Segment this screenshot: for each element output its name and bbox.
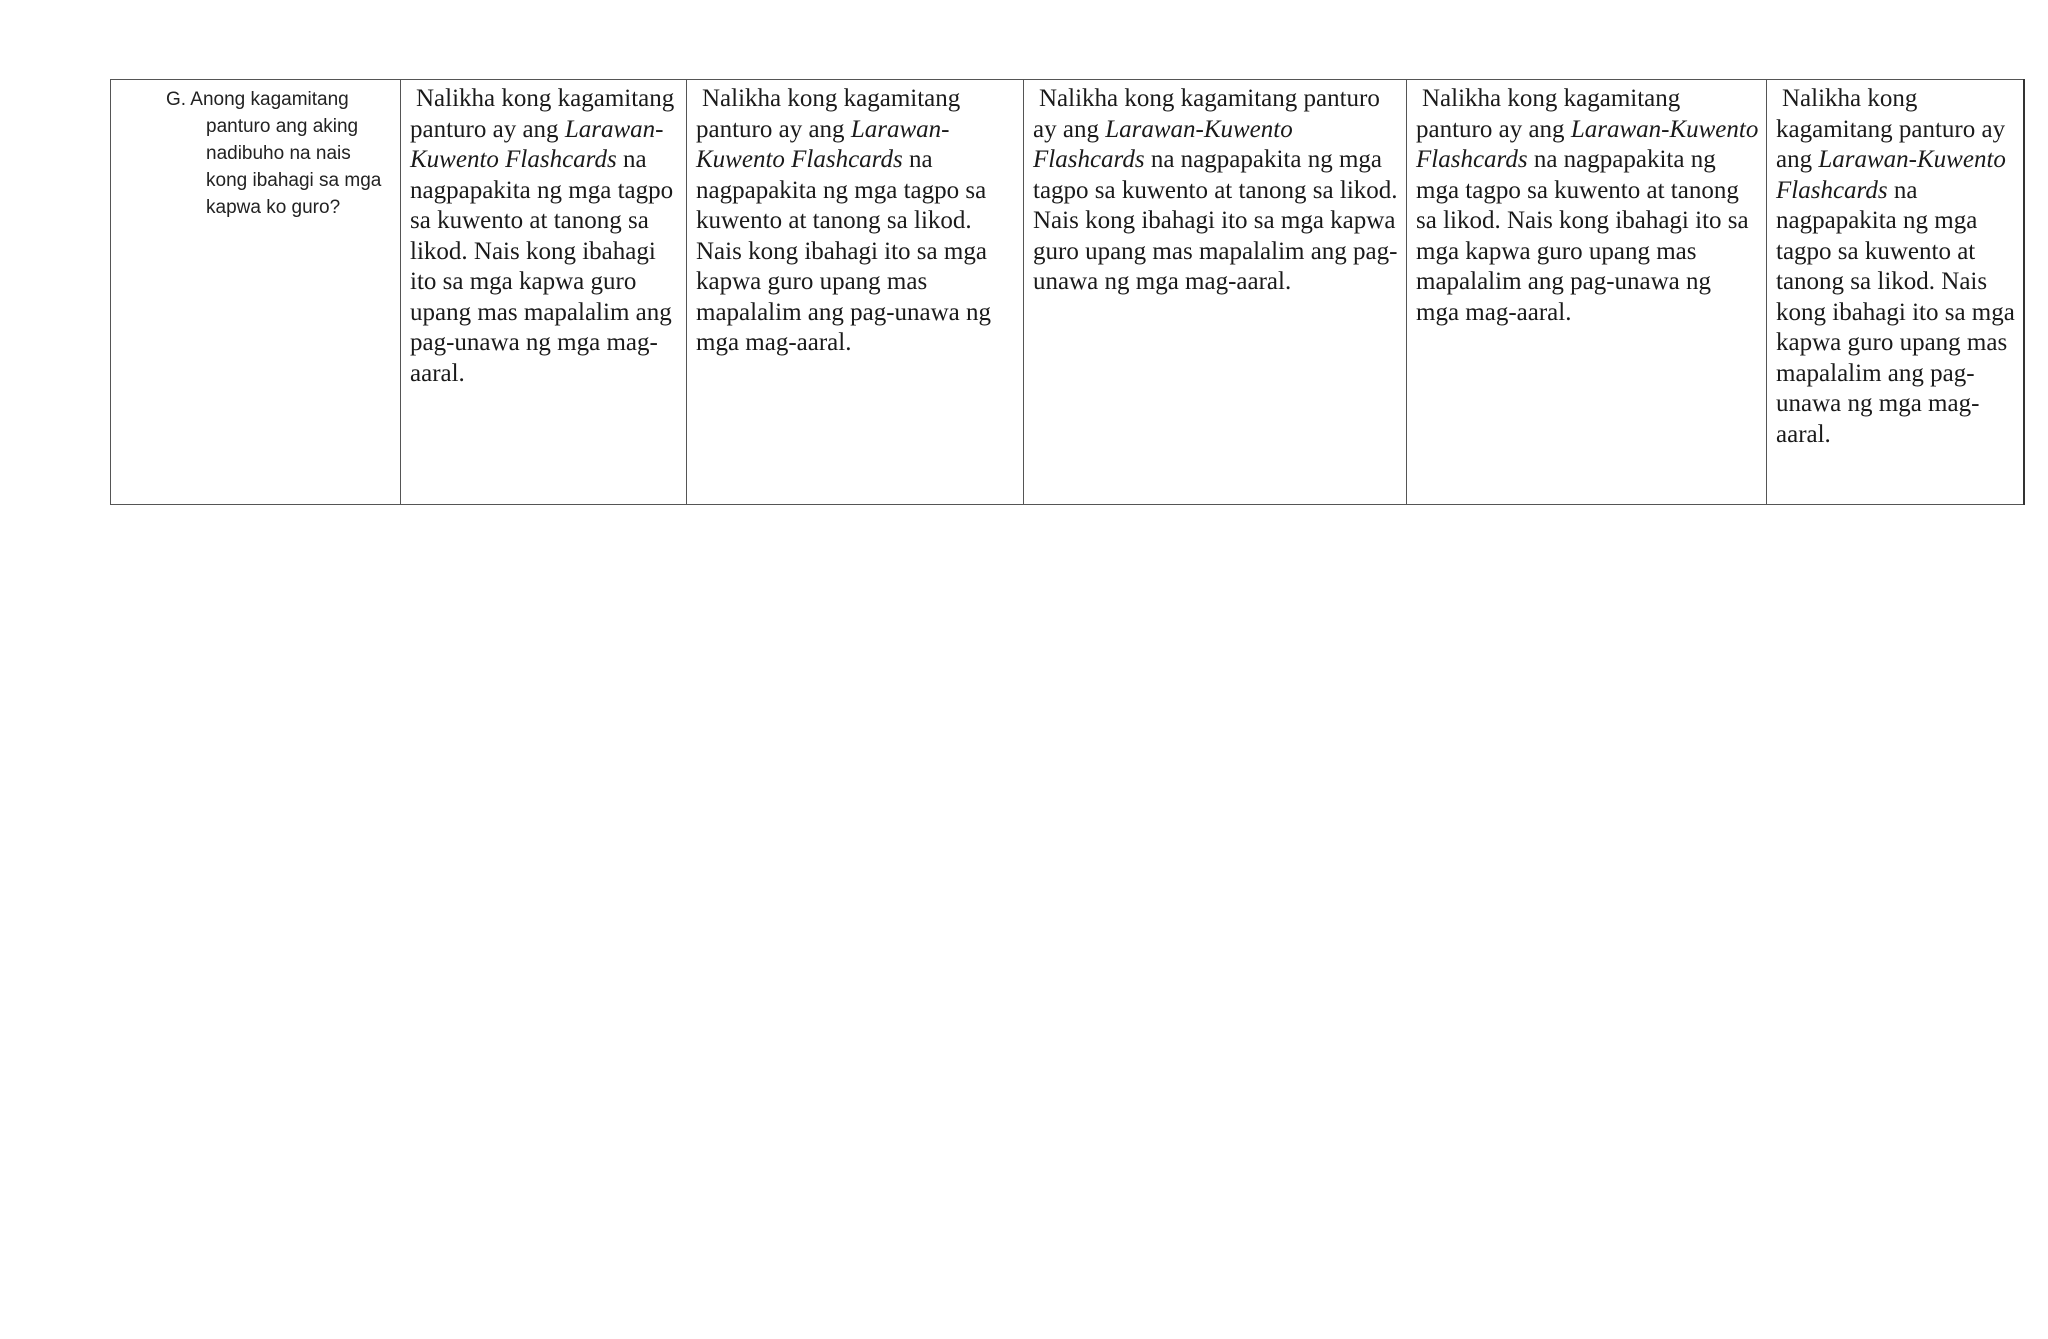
answer-title-italic: Larawan-Kuwento Flashcards: [1776, 146, 2006, 204]
answer-title-italic: Larawan-Kuwento Flashcards: [1033, 115, 1293, 173]
answer-text-start: Nalikha kong kagamitang panturo ay ang: [696, 85, 961, 143]
answer-text-start: Nalikha kong kagamitang panturo ay ang: [410, 85, 675, 143]
answer-text-start: Nalikha kong kagamitang panturo ay ang: [1416, 85, 1681, 143]
answer-title-italic: Larawan-Kuwento Flashcards: [1416, 115, 1759, 173]
answer-text-end: na nagpapakita ng mga tagpo sa kuwento at tanong sa likod. Nais kong ibahagi ito sa mga kapwa guro upang mas mapalalim ang pag-unawa ng mga mag-aaral.: [696, 146, 992, 356]
answer-text-start: Nalikha kong kagamitang panturo ay ang: [1776, 85, 2006, 173]
answer-title-italic: Larawan-Kuwento Flashcards: [696, 115, 950, 173]
answer-text: [1416, 84, 1760, 328]
answer-text-start: Nalikha kong kagamitang panturo ay ang: [1033, 85, 1380, 143]
answer-text-end: na nagpapakita ng mga tagpo sa kuwento at tanong sa likod. Nais kong ibahagi ito sa mga kapwa guro upang mas mapalalim ang pag-unawa ng mga mag-aaral.: [1416, 146, 1749, 326]
answer-cell: [687, 80, 1024, 505]
answer-text: [1033, 84, 1400, 298]
answer-cell: [401, 80, 687, 505]
answer-text: [1776, 84, 2017, 450]
answer-cell: [1407, 80, 1767, 505]
answer-text-end: na nagpapakita ng mga tagpo sa kuwento at tanong sa likod. Nais kong ibahagi ito sa mga kapwa guro upang mas mapalalim ang pag-unawa ng mga mag-aaral.: [1776, 176, 2015, 448]
answer-text-end: na nagpapakita ng mga tagpo sa kuwento at tanong sa likod. Nais kong ibahagi ito sa mga kapwa guro upang mas mapalalim ang pag-unawa ng mga mag-aaral.: [410, 146, 674, 387]
answer-title-italic: Larawan-Kuwento Flashcards: [410, 115, 664, 173]
answer-text: [410, 84, 680, 389]
answer-text: [696, 84, 1017, 359]
table-row: [111, 80, 2024, 505]
answer-cell: [1024, 80, 1407, 505]
question-text: G. Anong kagamitang panturo ang aking nadibuho na nais kong ibahagi sa mga kapwa ko guro?: [166, 89, 382, 218]
question-cell: [111, 80, 401, 505]
answer-cell: [1767, 80, 2024, 505]
answer-text-end: na nagpapakita ng mga tagpo sa kuwento at tanong sa likod. Nais kong ibahagi ito sa mga kapwa guro upang mas mapalalim ang pag-unawa ng mga mag-aaral.: [1033, 146, 1398, 295]
lesson-reflection-table: [110, 79, 2025, 505]
